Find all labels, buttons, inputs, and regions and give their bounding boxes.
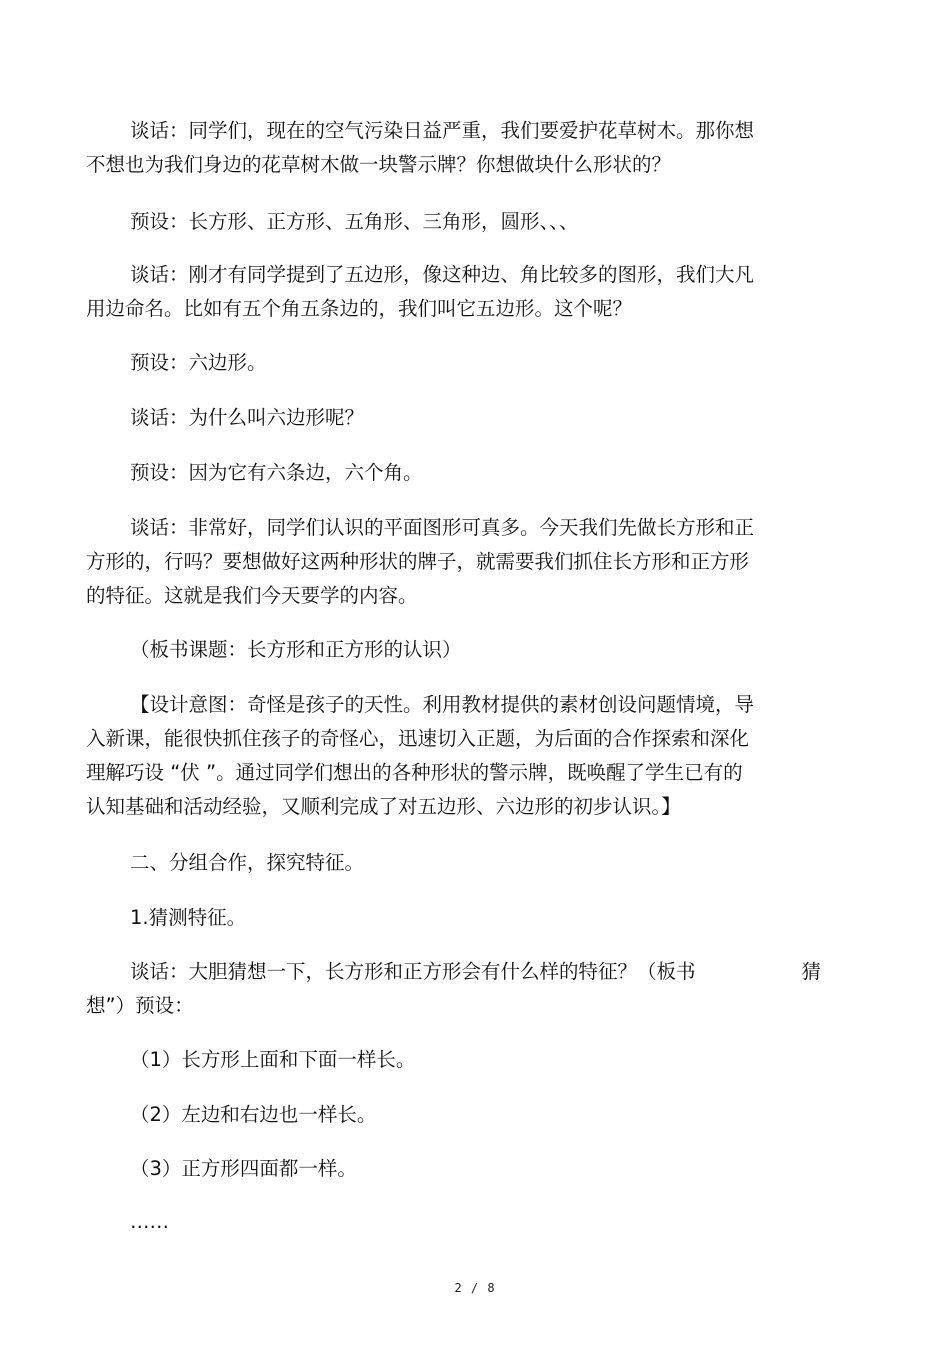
paragraph-talk-1 [86,114,821,182]
page-number: 2 / 8 [454,1281,496,1295]
paragraph-design-intent [86,688,821,824]
list-item [86,1098,821,1132]
ellipsis [86,1205,821,1239]
text-line: 谈话：刚才有同学提到了五边形，像这种边、角比较多的图形，我们大凡 [130,263,755,286]
list-item [86,1152,821,1186]
text-line: 不想也为我们身边的花草树木做一块警示牌？你想做块什么形状的？ [86,153,672,176]
text-line: （1）长方形上面和下面一样长。 [130,1048,416,1071]
text-line: 1.猜测特征。 [130,906,247,929]
text-line: （3）正方形四面都一样。 [130,1157,357,1180]
section-heading [86,846,821,880]
paragraph-preset-2 [86,346,821,380]
paragraph-preset-1 [86,205,821,239]
paragraph-board-title [86,633,821,667]
paragraph-talk-2 [86,258,821,326]
subsection-heading [86,901,821,935]
text-segment: 谈话：大胆猜想一下，长方形和正方形会有什么样的特征？（板书 [130,960,696,983]
paragraph-talk-3 [86,401,821,435]
paragraph-talk-5 [86,955,821,1023]
text-line: 方形的，行吗？要想做好这两种形状的牌子，就需要我们抓住长方形和正方形 [86,550,750,573]
text-line: 用边命名。比如有五个角五条边的，我们叫它五边形。这个呢？ [86,297,633,320]
text-line: 预设：六边形。 [130,351,267,374]
text-line: 二、分组合作，探究特征。 [130,851,365,874]
text-line: 谈话：非常好，同学们认识的平面图形可真多。今天我们先做长方形和正 [130,516,755,539]
text-line: 谈话：为什么叫六边形呢？ [130,406,365,429]
text-line [86,955,821,989]
text-line: …… [130,1210,169,1233]
text-line: 预设：因为它有六条边，六个角。 [130,461,423,484]
text-line: 【设计意图：奇怪是孩子的天性。利用教材提供的素材创设问题情境，导 [130,693,755,716]
text-line: 认知基础和活动经验，又顺利完成了对五边形、六边形的初步认识。】 [86,795,681,818]
paragraph-preset-3 [86,456,821,490]
paragraph-talk-4 [86,511,821,613]
text-segment: 猜 [801,960,821,983]
text-line: 想”）预设： [86,994,194,1017]
text-line: 谈话：同学们，现在的空气污染日益严重，我们要爱护花草树木。那你想 [130,119,755,142]
text-line: （板书课题：长方形和正方形的认识） [130,638,462,661]
text-line: 入新课，能很快抓住孩子的奇怪心，迅速切入正题，为后面的合作探索和深化 [86,727,750,750]
text-line: 理解巧设 “伏 ”。通过同学们想出的各种形状的警示牌，既唤醒了学生已有的 [86,761,743,784]
text-line: 预设：长方形、正方形、五角形、三角形，圆形、、、 [130,210,579,233]
text-line: 的特征。这就是我们今天要学的内容。 [86,584,418,607]
text-line: （2）左边和右边也一样长。 [130,1103,377,1126]
list-item [86,1043,821,1077]
